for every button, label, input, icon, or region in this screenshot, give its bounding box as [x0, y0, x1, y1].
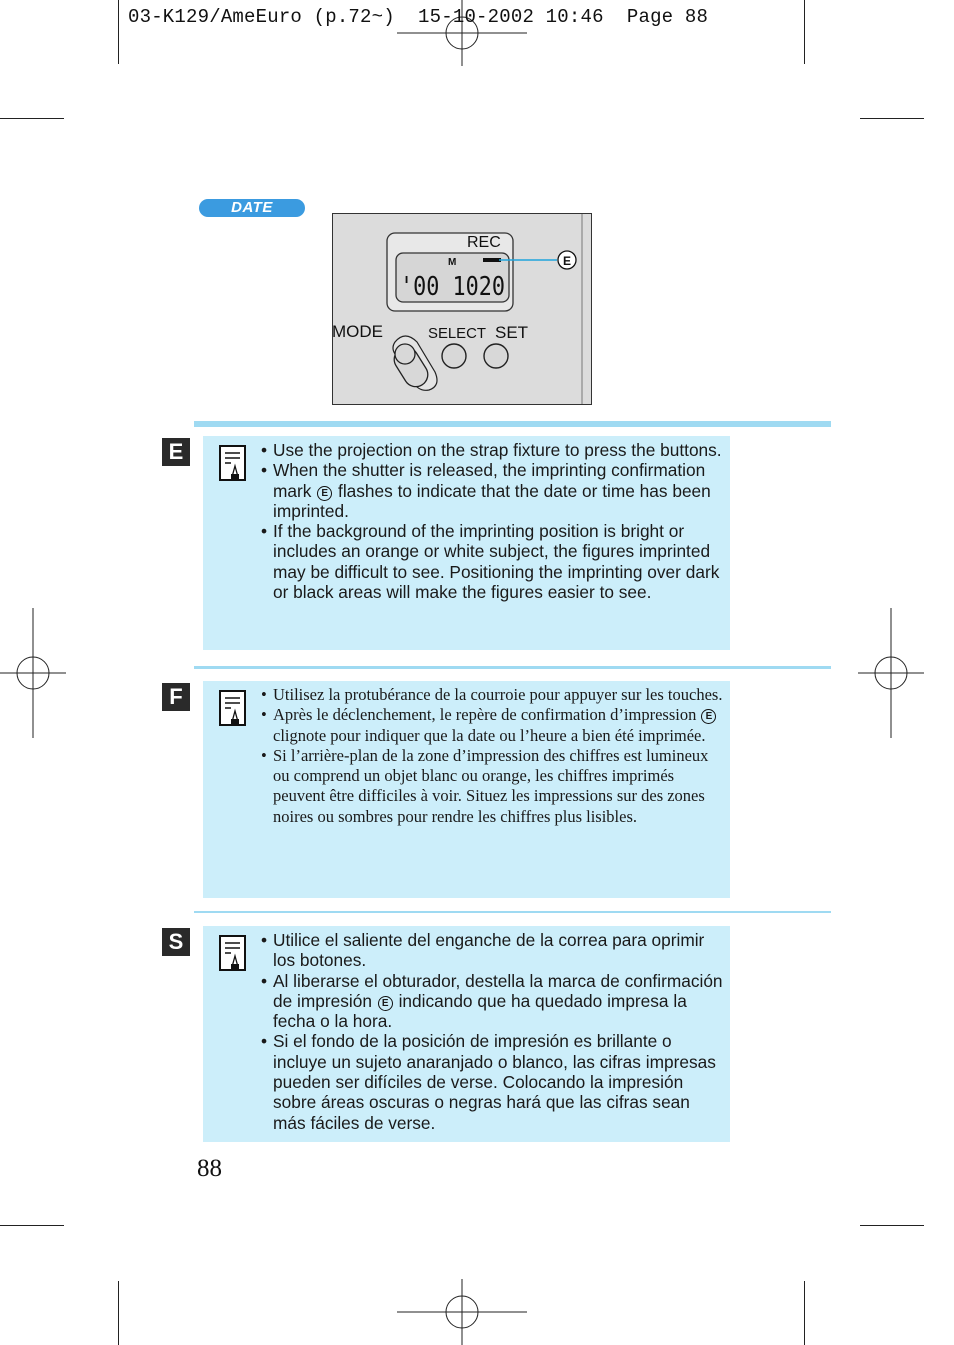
- set-button: [484, 344, 508, 368]
- date-badge: DATE: [199, 199, 305, 217]
- note-item: • Après le déclenchement, le repère de confirmation d’impression E clignote pour indiquer que la date ou l’heure a bien été imprimée.: [261, 705, 724, 746]
- rec-label: REC: [467, 234, 501, 251]
- note-item: • Si l’arrière-plan de la zone d’impression des chiffres est lumineux ou comprend un objet blanc ou orange, les chiffres imprimés peuvent être difficiles à voir. Situez les impressions sur des zones noires ou sombres pour rendre les chiffres plus lisibles.: [261, 746, 724, 827]
- crop-mark: [860, 1225, 924, 1226]
- camera-panel-illustration: [332, 213, 592, 405]
- crop-mark: [804, 1281, 805, 1345]
- registration-mark-icon: [0, 608, 66, 738]
- note-item: • Utilisez la protubérance de la courroie pour appuyer sur les touches.: [261, 685, 724, 705]
- confirmation-mark-icon: E: [317, 486, 332, 501]
- lcd-segment-bar: [483, 258, 501, 262]
- select-label: SELECT: [428, 325, 486, 342]
- print-header: 03-K129/AmeEuro (p.72~) 15-10-2002 10:46 Page 88: [128, 6, 709, 28]
- language-tab-spanish: S: [162, 928, 190, 956]
- crop-mark: [0, 1225, 64, 1226]
- note-item: • Use the projection on the strap fixture to press the buttons.: [261, 440, 724, 460]
- section-divider: [194, 666, 831, 669]
- note-list: [261, 440, 724, 602]
- note-icon: [219, 445, 246, 481]
- crop-mark: [0, 118, 64, 119]
- registration-mark-icon: [858, 608, 924, 738]
- language-tab-french: F: [162, 683, 190, 711]
- language-tab-english: E: [162, 438, 190, 466]
- set-label: SET: [495, 323, 529, 342]
- note-box-french: [203, 681, 730, 898]
- crop-mark: [860, 118, 924, 119]
- note-box-english: [203, 436, 730, 650]
- crop-mark: [804, 0, 805, 64]
- confirmation-mark-icon: E: [701, 709, 716, 724]
- note-icon: [219, 935, 246, 971]
- section-divider: [194, 421, 831, 427]
- page-number: 88: [197, 1155, 222, 1182]
- note-box-spanish: [203, 926, 730, 1142]
- crop-mark: [118, 0, 119, 64]
- mode-slider-switch: [390, 336, 437, 391]
- section-divider: [194, 911, 831, 913]
- mode-label: MODE: [333, 322, 383, 341]
- camera-lcd-diagram: [333, 214, 591, 404]
- select-button: [442, 344, 466, 368]
- callout-mark: E: [562, 254, 572, 268]
- note-list: [261, 685, 724, 827]
- crop-mark: [118, 1281, 119, 1345]
- registration-mark-icon: [397, 1279, 527, 1345]
- lcd-digits: '00 1020: [400, 272, 505, 302]
- lcd-month-mark: M: [448, 257, 457, 268]
- note-list: [261, 930, 724, 1133]
- note-item: • Al liberarse el obturador, destella la marca de confirmación de impresión E indicando que ha quedado impresa la fecha o la hora.: [261, 971, 724, 1032]
- note-icon: [219, 690, 246, 726]
- confirmation-mark-icon: E: [378, 996, 393, 1011]
- note-item: • Si el fondo de la posición de impresión es brillante o incluye un sujeto anaranjado o blanco, las cifras impresas pueden ser difíciles de verse. Colocando la impresión sobre áreas oscuras o negras hará que las cifras sean más fáciles de verse.: [261, 1031, 724, 1132]
- note-item: • Utilice el saliente del enganche de la correa para oprimir los botones.: [261, 930, 724, 971]
- note-item: • If the background of the imprinting position is bright or includes an orange or white subject, the figures imprinted may be difficult to see. Positioning the imprinting over dark or black areas will make the figures easier to see.: [261, 521, 724, 602]
- note-item: • When the shutter is released, the imprinting confirmation mark E flashes to indicate that the date or time has been imprinted.: [261, 460, 724, 521]
